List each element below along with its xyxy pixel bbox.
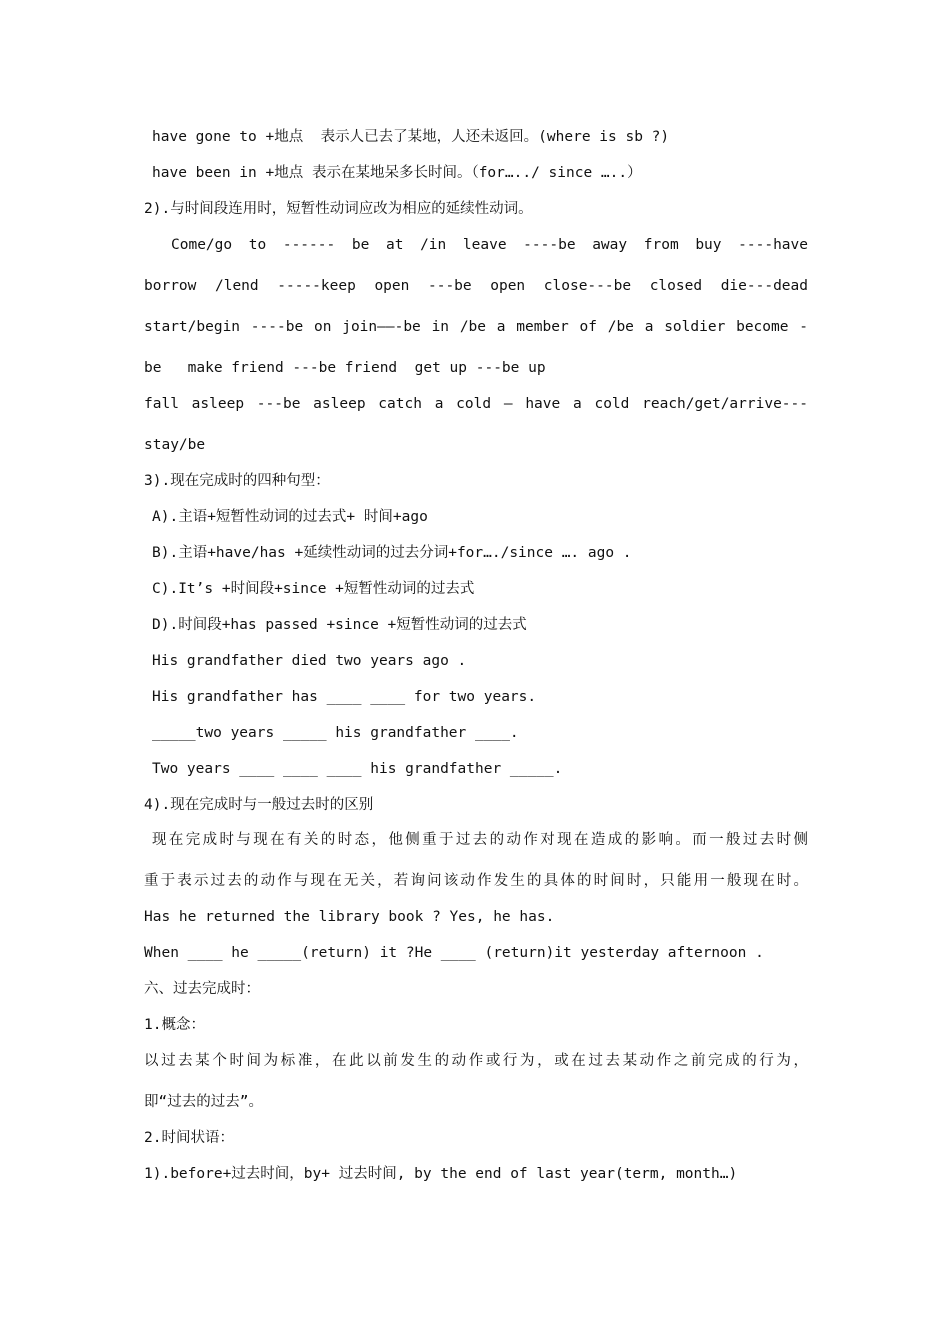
subheading-concept: 1.概念： <box>144 1017 205 1033</box>
example-sentence-3: _____two years _____ his grandfather ____. <box>152 725 519 741</box>
text-line-have-gone-to: have gone to +地点 表示人已去了某地，人还未返回。(where is sb ?) <box>152 129 670 145</box>
section-heading-3: 3).现在完成时的四种句型： <box>144 473 330 489</box>
text-line-have-been-in: have been in +地点 表示在某地呆多长时间。（for…../ since …..） <box>152 165 642 181</box>
section-heading-2: 2).与时间段连用时，短暂性动词应改为相应的延续性动词。 <box>144 201 533 217</box>
pattern-b: B).主语+have/has +延续性动词的过去分词+for…./since …. ago . <box>152 545 632 561</box>
section-heading-4: 4).现在完成时与一般过去时的区别 <box>144 797 374 813</box>
verb-pairs-line-4: be make friend ---be friend get up ---be up <box>144 360 546 376</box>
verb-pairs-line-6: stay/be <box>144 437 206 453</box>
concept-line-1: 以过去某个时间为标准，在此以前发生的动作或行为，或在过去某动作之前完成的行为， <box>144 1053 808 1069</box>
example-question: Has he returned the library book ? Yes, he has. <box>144 909 555 925</box>
verb-pairs-line-1: Come/go to ------ be at /in leave ----be away from buy ----have <box>171 237 808 253</box>
subheading-time-adverbials: 2.时间状语： <box>144 1130 234 1146</box>
verb-pairs-line-3: start/begin ----be on join——-be in /be a member of /be a soldier become - <box>144 319 808 335</box>
example-sentence-2: His grandfather has ____ ____ for two years. <box>152 689 537 705</box>
example-sentence-4: Two years ____ ____ ____ his grandfather _____. <box>152 761 563 777</box>
pattern-d: D).时间段+has passed +since +短暂性动词的过去式 <box>152 617 527 633</box>
pattern-c: C).It’s +时间段+since +短暂性动词的过去式 <box>152 581 475 597</box>
example-sentence-1: His grandfather died two years ago . <box>152 653 467 669</box>
verb-pairs-line-2: borrow /lend -----keep open ---be open close---be closed die---dead <box>144 278 808 294</box>
paragraph-line-2: 重于表示过去的动作与现在无关，若询问该动作发生的具体的时间时，只能用一般现在时。 <box>144 873 808 889</box>
pattern-a: A).主语+短暂性动词的过去式+ 时间+ago <box>152 509 428 525</box>
example-fill-in: When ____ he _____(return) it ?He ____ (return)it yesterday afternoon . <box>144 945 764 961</box>
section-heading-past-perfect: 六、过去完成时： <box>144 981 260 997</box>
verb-pairs-line-5: fall asleep ---be asleep catch a cold – have a cold reach/get/arrive--- <box>144 396 808 412</box>
paragraph-line-1: 现在完成时与现在有关的时态，他侧重于过去的动作对现在造成的影响。而一般过去时侧 <box>152 832 808 848</box>
concept-line-2: 即“过去的过去”。 <box>144 1094 263 1110</box>
time-adverbial-line-1: 1).before+过去时间，by+ 过去时间, by the end of last year(term, month…) <box>144 1166 738 1182</box>
